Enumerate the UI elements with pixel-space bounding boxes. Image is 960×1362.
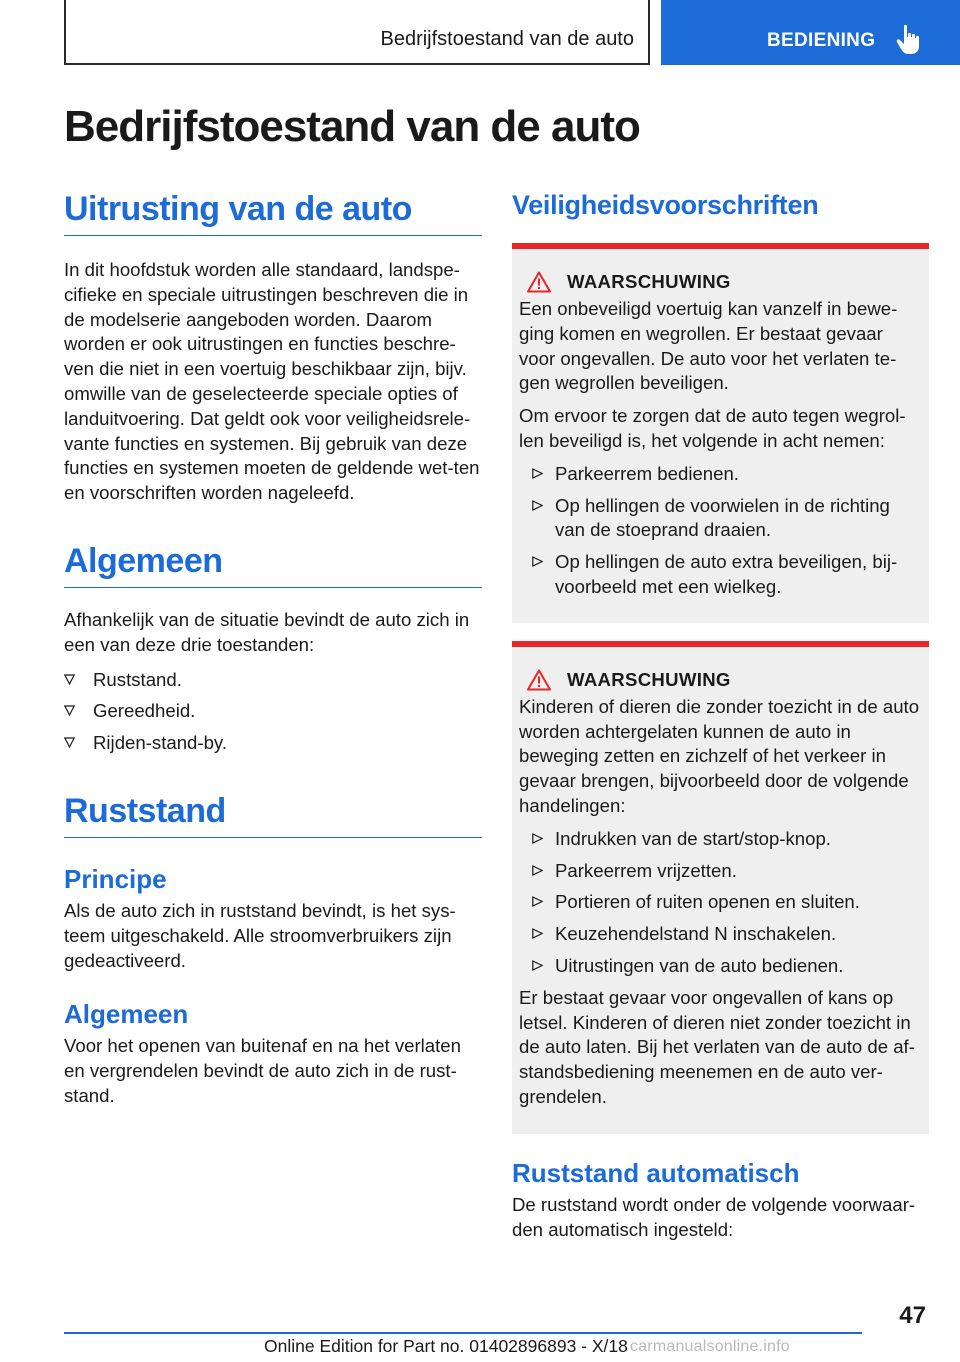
page-number: 47 bbox=[899, 1302, 926, 1329]
subheading-principe: Principe bbox=[64, 863, 167, 894]
header-section-tab bbox=[64, 0, 650, 65]
pointing-hand-icon bbox=[895, 24, 921, 56]
warning-triangle-icon bbox=[527, 669, 551, 691]
list-item: Parkeerrem bedienen. bbox=[519, 462, 921, 487]
triangle-bullet-icon bbox=[64, 737, 75, 748]
triangle-bullet-icon bbox=[532, 468, 543, 479]
subheading-ruststand-automatisch: Ruststand automatisch bbox=[512, 1157, 800, 1188]
list-item: Portieren of ruiten openen en sluiten. bbox=[519, 890, 921, 915]
list-item: Op hellingen de auto extra beveiligen, bij-voorbeeld met een wielkeg. bbox=[519, 550, 921, 600]
ruststand-automatisch-paragraph: De ruststand wordt onder de volgende voorwaar-den automatisch ingesteld: bbox=[512, 1193, 916, 1240]
list-item: Op hellingen de voorwielen in de richting van de stoeprand draaien. bbox=[519, 494, 921, 544]
watermark: carmanualsonline.info bbox=[630, 1338, 790, 1355]
section-heading-algemeen: Algemeen bbox=[64, 542, 482, 588]
triangle-bullet-icon bbox=[64, 705, 75, 716]
list-item: Gereedheid. bbox=[64, 699, 482, 724]
right-column bbox=[512, 190, 929, 1242]
header-section-title: Bedrijfstoestand van de auto bbox=[380, 28, 634, 50]
footer-divider bbox=[64, 1332, 862, 1334]
section-heading-uitrusting: Uitrusting van de auto bbox=[64, 190, 482, 236]
warning-label: WAARSCHUWING bbox=[567, 271, 731, 292]
warning-paragraph: Kinderen of dieren die zonder toezicht in de auto worden achtergelaten kunnen de auto in beweging zetten en zichzelf of het verkeer in gevaar brengen, bijvoorbeeld door de volgende handelingen: bbox=[519, 695, 920, 816]
warning-triangle-icon bbox=[527, 271, 551, 293]
warning-list bbox=[519, 462, 921, 600]
principe-paragraph: Als de auto zich in ruststand bevindt, is het sys-teem uitgeschakeld. Alle stroomverbruikers zijn gedeactiveerd. bbox=[64, 899, 456, 971]
list-item: Indrukken van de start/stop-knop. bbox=[519, 827, 921, 852]
warning-box-children bbox=[512, 641, 929, 1134]
page-title: Bedrijfstoestand van de auto bbox=[64, 102, 640, 151]
left-column bbox=[64, 190, 482, 1109]
triangle-bullet-icon bbox=[64, 674, 75, 685]
triangle-bullet-icon bbox=[532, 833, 543, 844]
algemeen-paragraph: Afhankelijk van de situatie bevindt de auto zich in een van deze drie toestanden: bbox=[64, 608, 470, 655]
warning-header bbox=[519, 669, 921, 691]
subheading-algemeen: Algemeen bbox=[64, 999, 189, 1030]
warning-list bbox=[519, 827, 921, 979]
list-item: Uitrustingen van de auto bedienen. bbox=[519, 954, 921, 979]
state-list bbox=[64, 668, 482, 756]
warning-paragraph: Er bestaat gevaar voor ongevallen of kans op letsel. Kinderen of dieren niet zonder toezicht in de auto laten. Bij het verlaten van de auto de af-standsbediening meenemen en de auto ver-grendelen. bbox=[519, 986, 915, 1107]
uitrusting-paragraph: In dit hoofdstuk worden alle standaard, landspe-cifieke en speciale uitrustingen beschreven die in de modelserie aangeboden worden. Daarom worden er ook uitrustingen en functies beschre-ven die niet in een voertuig beschikbaar zijn, bijv. omwille van de geselecteerde speciale opties of landuitvoering. Dat geldt ook voor veiligheidsrele-vante functies en systemen. Bij gebruik van deze functies en systemen moeten de geldende wet-ten en voorschriften worden nageleefd. bbox=[64, 259, 480, 504]
list-item: Rijden-stand-by. bbox=[64, 731, 482, 756]
triangle-bullet-icon bbox=[532, 928, 543, 939]
section-heading-veiligheid: Veiligheidsvoorschriften bbox=[512, 190, 819, 220]
warning-label: WAARSCHUWING bbox=[567, 668, 731, 690]
triangle-bullet-icon bbox=[532, 500, 543, 511]
triangle-bullet-icon bbox=[532, 556, 543, 567]
list-item: Keuzehendelstand N inschakelen. bbox=[519, 922, 921, 947]
warning-paragraph: Een onbeveiligd voertuig kan vanzelf in bewe-ging komen en wegrollen. Er bestaat gevaar voor ongevallen. De auto voor het verlaten te-gen wegrollen beveiligen. bbox=[519, 298, 898, 394]
triangle-bullet-icon bbox=[532, 960, 543, 971]
triangle-bullet-icon bbox=[532, 865, 543, 876]
list-item: Ruststand. bbox=[64, 668, 482, 693]
triangle-bullet-icon bbox=[532, 896, 543, 907]
section-heading-ruststand: Ruststand bbox=[64, 792, 482, 838]
header-chapter-tab bbox=[661, 0, 960, 65]
ruststand-algemeen-paragraph: Voor het openen van buitenaf en na het verlaten en vergrendelen bevindt de auto zich in de rust-stand. bbox=[64, 1035, 461, 1106]
header-chapter-title: BEDIENING bbox=[767, 30, 876, 51]
list-item: Parkeerrem vrijzetten. bbox=[519, 859, 921, 884]
warning-paragraph: Om ervoor te zorgen dat de auto tegen wegrol-len beveiligd is, het volgende in acht nemen: bbox=[519, 405, 906, 451]
warning-box-rolling bbox=[512, 243, 929, 623]
footer-edition: Online Edition for Part no. 01402896893 - X/18 bbox=[264, 1336, 628, 1356]
warning-header bbox=[519, 271, 921, 293]
